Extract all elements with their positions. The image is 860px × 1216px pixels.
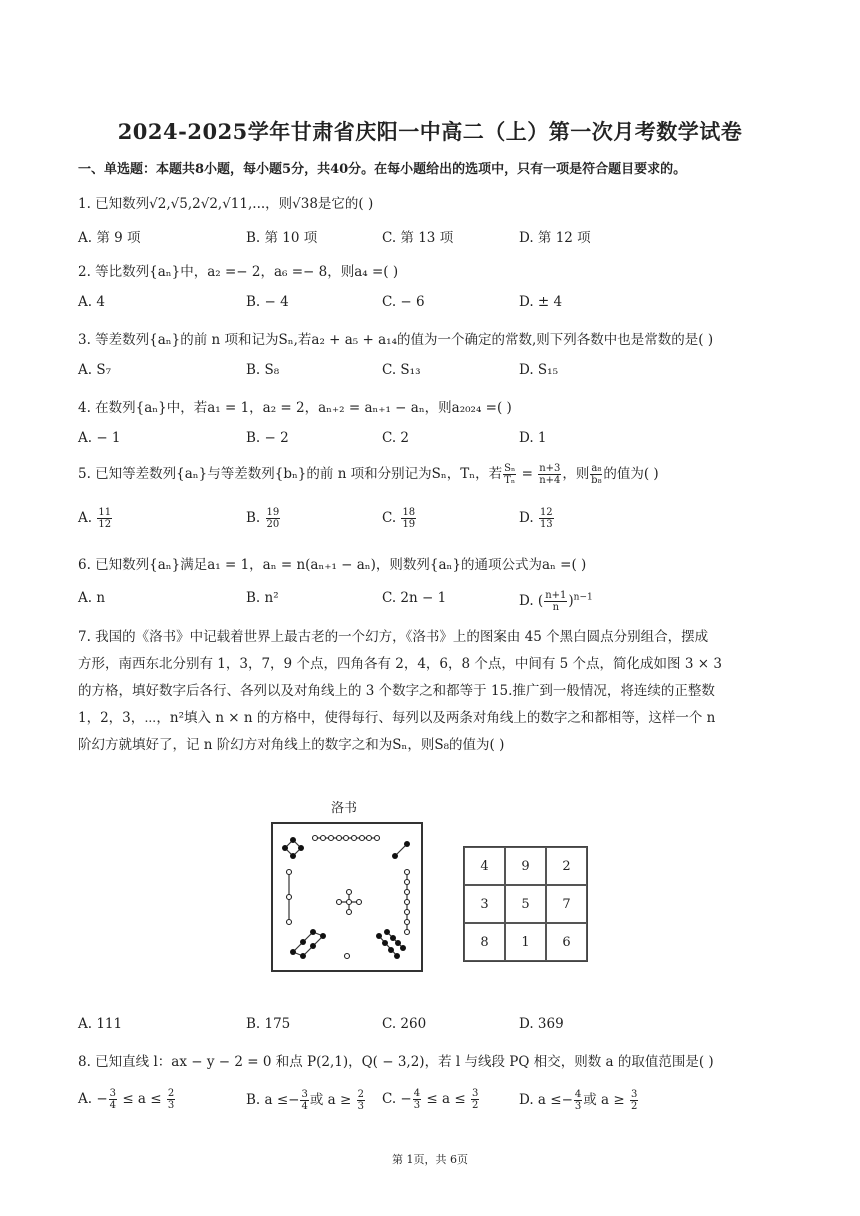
grid-cell: 7	[546, 885, 587, 923]
option-c: C. $\frac{18}{19}$	[382, 507, 416, 530]
question-5-text-c: 的值为( )	[603, 466, 659, 482]
option-a: A. S₇	[78, 362, 111, 378]
question-4: 4. 在数列{aₙ}中，若a₁ = 1，a₂ = 2，aₙ₊₂ = aₙ₊₁ − aₙ，则a₂₀₂₄ =( )	[78, 400, 512, 416]
grid-cell: 6	[546, 923, 587, 961]
option-b: B. 第 10 项	[246, 230, 318, 246]
question-7-line: 的方格，填好数字后各行、各列以及对角线上的 3 个数字之和都等于 15.推广到一般情况，将连续的正整数	[78, 683, 715, 699]
option-d: D. 1	[519, 430, 547, 446]
option-a: A. 第 9 项	[78, 230, 141, 246]
question-8: 8. 已知直线 l：ax − y − 2 = 0 和点 P(2,1)，Q( − 3,2)，若 l 与线段 PQ 相交，则数 a 的取值范围是( )	[78, 1054, 714, 1070]
option-d: D. S₁₅	[519, 362, 558, 378]
option-d: D. ( $\frac{n+1}{n}$ )$^{n-1}$	[519, 590, 593, 613]
question-7-line: 1，2，3，⋯，n²填入 n × n 的方格中，使得每行、每列以及两条对角线上的数字之和都相等，这样一个 n	[78, 710, 716, 726]
page-footer: 第 1页，共 6页	[392, 1153, 468, 1166]
question-5-text-a: 5. 已知等差数列{aₙ}与等差数列{bₙ}的前 n 项和分别记为Sₙ，Tₙ，若	[78, 466, 503, 482]
question-7-line: 7. 我国的《洛书》中记载着世界上最古老的一个幻方，《洛书》上的图案由 45 个黑白圆点分别组合，摆成	[78, 629, 709, 645]
option-c: C. − $\frac{4}{3}$ ≤ a ≤ $\frac{3}{2}$	[382, 1088, 479, 1111]
option-c: C. 2n − 1	[382, 590, 447, 606]
grid-cell: 3	[464, 885, 505, 923]
luoshu-dots	[273, 824, 421, 970]
option-a: A. − $\frac{3}{4}$ ≤ a ≤ $\frac{2}{3}$	[78, 1088, 175, 1111]
option-a: A. 4	[78, 294, 105, 310]
question-5-text-b: ，则	[562, 466, 590, 482]
grid-cell: 2	[546, 847, 587, 885]
option-c: C. 2	[382, 430, 410, 446]
question-7-line: 阶幻方就填好了，记 n 阶幻方对角线上的数字之和为Sₙ，则S₈的值为( )	[78, 737, 505, 753]
option-d: D. 第 12 项	[519, 230, 591, 246]
option-c: C. 260	[382, 1016, 427, 1032]
grid-cell: 5	[505, 885, 546, 923]
question-6: 6. 已知数列{aₙ}满足a₁ = 1，aₙ = n(aₙ₊₁ − aₙ)，则数列{aₙ}的通项公式为aₙ =( )	[78, 557, 587, 573]
option-b: B. n²	[246, 590, 279, 606]
option-d: D. $\frac{12}{13}$	[519, 507, 553, 530]
option-b: B. 175	[246, 1016, 291, 1032]
option-d: D. a ≤− $\frac{4}{3}$ 或 a ≥ $\frac{3}{2}$	[519, 1089, 638, 1112]
option-a: A. − 1	[78, 430, 121, 446]
fraction-a8-b8: $\frac{\text{a₈}}{\text{b₈}}$	[591, 463, 602, 486]
option-d: D. ± 4	[519, 294, 563, 310]
equals-sign: =	[517, 466, 538, 482]
grid-cell: 9	[505, 847, 546, 885]
luoshu-label: 洛书	[331, 801, 358, 816]
luoshu-figure	[271, 822, 423, 972]
option-c: C. S₁₃	[382, 362, 421, 378]
question-5	[78, 462, 659, 486]
question-3: 3. 等差数列{aₙ}的前 n 项和记为Sₙ,若a₂ + a₅ + a₁₄的值为一个确定的常数,则下列各数中也是常数的是( )	[78, 332, 714, 348]
grid-cell: 8	[464, 923, 505, 961]
option-b: B. − 4	[246, 294, 289, 310]
option-a: A. $\frac{11}{12}$	[78, 507, 112, 530]
question-1: 1. 已知数列√2,√5,2√2,√11,...，则√38是它的( )	[78, 196, 374, 212]
question-7	[78, 624, 784, 759]
option-b: B. − 2	[246, 430, 289, 446]
magic-square-grid	[463, 846, 588, 962]
question-2: 2. 等比数列{aₙ}中，a₂ =− 2，a₆ =− 8，则a₄ =( )	[78, 264, 399, 280]
exam-title: 2024-2025学年甘肃省庆阳一中高二（上）第一次月考数学试卷	[117, 119, 743, 144]
question-7-line: 方形，南西东北分别有 1，3，7，9 个点，四角各有 2，4，6，8 个点，中间有 5 个点，简化成如图 3 × 3	[78, 656, 722, 672]
option-a: A. 111	[78, 1016, 123, 1032]
option-b: B. S₈	[246, 362, 280, 378]
grid-cell: 4	[464, 847, 505, 885]
fraction-sn-tn: $\frac{\text{Sₙ}}{\text{Tₙ}}$	[504, 463, 516, 486]
grid-cell: 1	[505, 923, 546, 961]
option-c: C. − 6	[382, 294, 425, 310]
option-d: D. 369	[519, 1016, 564, 1032]
option-c: C. 第 13 项	[382, 230, 454, 246]
fraction-n3-n4: $\frac{n+3}{n+4}$	[539, 463, 561, 486]
option-b: B. a ≤− $\frac{3}{4}$ 或 a ≥ $\frac{2}{3}$	[246, 1089, 364, 1112]
section-heading: 一、单选题：本题共8小题，每小题5分，共40分。在每小题给出的选项中，只有一项是符合题目要求的。	[78, 162, 687, 177]
option-b: B. $\frac{19}{20}$	[246, 507, 280, 530]
option-a: A. n	[78, 590, 106, 606]
